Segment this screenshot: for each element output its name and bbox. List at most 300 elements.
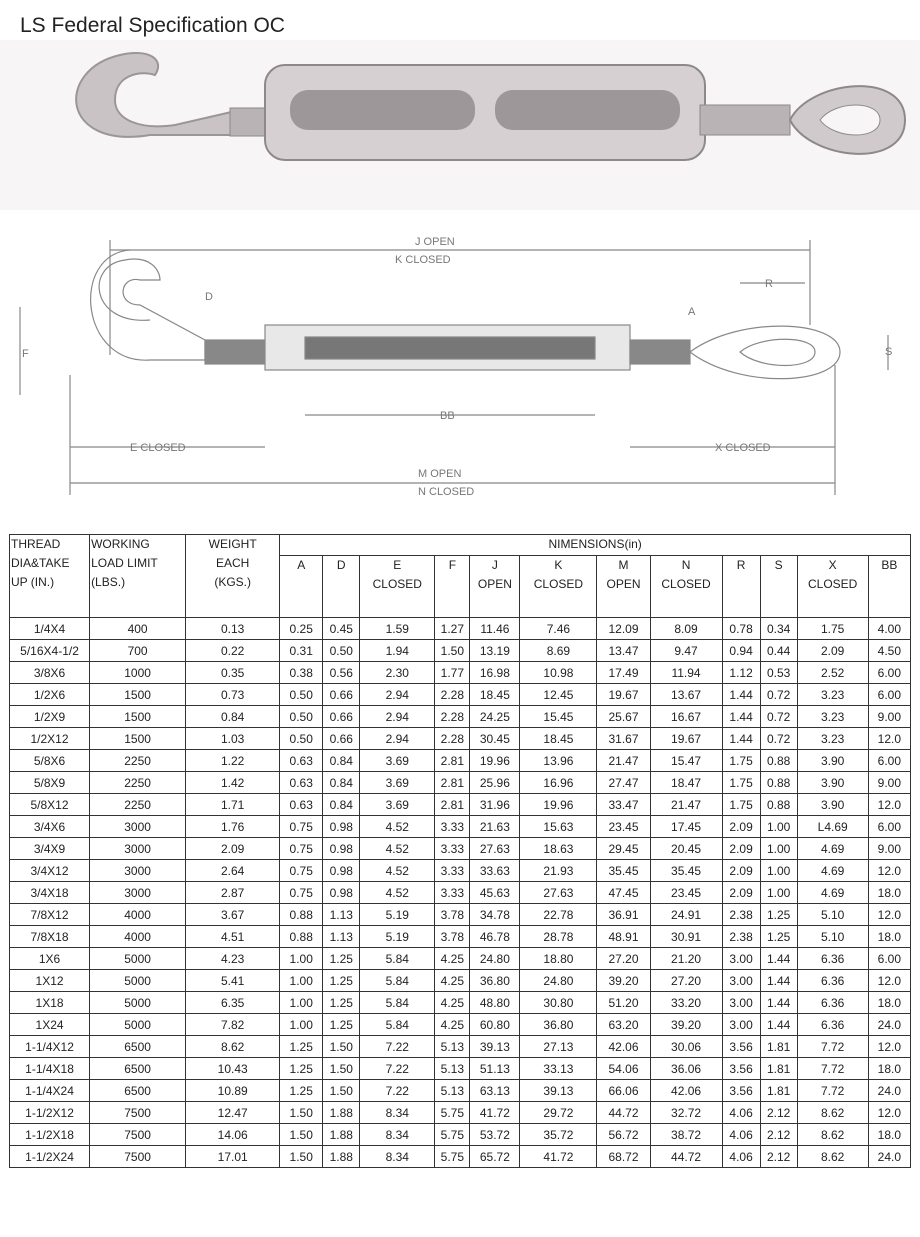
- label-x-closed: X CLOSED: [715, 442, 771, 454]
- table-cell: 1-1/4X24: [10, 1080, 90, 1102]
- table-cell: 36.91: [597, 904, 650, 926]
- header-dim-d: D: [323, 556, 360, 618]
- table-cell: 1-1/4X12: [10, 1036, 90, 1058]
- table-row: [10, 640, 911, 662]
- table-cell: 7.22: [360, 1058, 435, 1080]
- table-cell: 1.75: [722, 772, 760, 794]
- table-cell: 5.84: [360, 992, 435, 1014]
- table-cell: 0.98: [323, 882, 360, 904]
- table-cell: 1.94: [360, 640, 435, 662]
- table-cell: 8.69: [520, 640, 597, 662]
- table-cell: 21.47: [597, 750, 650, 772]
- table-cell: 7500: [90, 1146, 186, 1168]
- table-cell: 1500: [90, 684, 186, 706]
- table-cell: 29.72: [520, 1102, 597, 1124]
- table-cell: 19.96: [470, 750, 520, 772]
- table-row: [10, 706, 911, 728]
- table-cell: 12.0: [868, 794, 910, 816]
- table-cell: 1.25: [760, 904, 797, 926]
- table-cell: 0.53: [760, 662, 797, 684]
- table-row: [10, 816, 911, 838]
- table-cell: 3.69: [360, 750, 435, 772]
- table-cell: 2.09: [722, 838, 760, 860]
- table-cell: 5.13: [435, 1058, 470, 1080]
- table-cell: 7.72: [797, 1080, 868, 1102]
- table-cell: 2.52: [797, 662, 868, 684]
- table-cell: 18.0: [868, 992, 910, 1014]
- table-cell: 51.13: [470, 1058, 520, 1080]
- table-cell: 0.45: [323, 618, 360, 640]
- table-cell: 3000: [90, 838, 186, 860]
- table-cell: 3.33: [435, 838, 470, 860]
- table-cell: 42.06: [597, 1036, 650, 1058]
- table-cell: 4.69: [797, 838, 868, 860]
- table-cell: 18.0: [868, 882, 910, 904]
- table-cell: 9.47: [650, 640, 722, 662]
- table-row: [10, 618, 911, 640]
- table-cell: 0.44: [760, 640, 797, 662]
- table-cell: 0.88: [280, 926, 323, 948]
- table-cell: 12.0: [868, 860, 910, 882]
- table-cell: 19.67: [650, 728, 722, 750]
- table-cell: 8.62: [186, 1036, 280, 1058]
- table-cell: 0.50: [280, 706, 323, 728]
- table-cell: 3.69: [360, 772, 435, 794]
- table-cell: 0.73: [186, 684, 280, 706]
- table-cell: 2.09: [722, 816, 760, 838]
- table-cell: 4.51: [186, 926, 280, 948]
- table-cell: 1.25: [760, 926, 797, 948]
- table-cell: 17.49: [597, 662, 650, 684]
- table-cell: 5.84: [360, 1014, 435, 1036]
- table-cell: 6500: [90, 1080, 186, 1102]
- table-cell: 2.12: [760, 1124, 797, 1146]
- table-cell: 4.52: [360, 838, 435, 860]
- table-cell: 48.91: [597, 926, 650, 948]
- table-cell: 8.62: [797, 1146, 868, 1168]
- table-cell: 1.00: [280, 1014, 323, 1036]
- table-cell: 17.01: [186, 1146, 280, 1168]
- table-cell: 3.00: [722, 992, 760, 1014]
- table-cell: 5/16X4-1/2: [10, 640, 90, 662]
- table-cell: 16.96: [520, 772, 597, 794]
- table-cell: 10.89: [186, 1080, 280, 1102]
- table-cell: 30.91: [650, 926, 722, 948]
- table-row: [10, 750, 911, 772]
- header-dim-s: S: [760, 556, 797, 618]
- label-d: D: [205, 291, 213, 303]
- table-row: [10, 992, 911, 1014]
- table-cell: 1.25: [323, 970, 360, 992]
- table-cell: 3.69: [360, 794, 435, 816]
- table-cell: 12.47: [186, 1102, 280, 1124]
- table-cell: 36.80: [520, 1014, 597, 1036]
- table-row: [10, 1124, 911, 1146]
- dimension-drawing: [0, 225, 920, 510]
- table-cell: 30.45: [470, 728, 520, 750]
- table-cell: 400: [90, 618, 186, 640]
- table-row: [10, 948, 911, 970]
- table-cell: 3.90: [797, 772, 868, 794]
- table-cell: 3/4X6: [10, 816, 90, 838]
- table-cell: 19.96: [520, 794, 597, 816]
- table-cell: 2.09: [722, 860, 760, 882]
- table-cell: 5.13: [435, 1080, 470, 1102]
- table-cell: 3.23: [797, 684, 868, 706]
- table-cell: 21.93: [520, 860, 597, 882]
- label-k-closed: K CLOSED: [395, 254, 451, 266]
- table-cell: 1-1/2X18: [10, 1124, 90, 1146]
- table-cell: 0.88: [280, 904, 323, 926]
- table-cell: 1/2X12: [10, 728, 90, 750]
- table-cell: 5000: [90, 1014, 186, 1036]
- table-cell: 2.12: [760, 1146, 797, 1168]
- table-cell: 4.25: [435, 970, 470, 992]
- table-cell: 39.20: [650, 1014, 722, 1036]
- table-cell: 1.00: [760, 816, 797, 838]
- table-cell: 25.96: [470, 772, 520, 794]
- table-cell: 13.96: [520, 750, 597, 772]
- table-cell: 18.0: [868, 1058, 910, 1080]
- table-cell: 24.80: [470, 948, 520, 970]
- table-cell: 3.90: [797, 794, 868, 816]
- table-cell: 3.00: [722, 948, 760, 970]
- table-cell: 2250: [90, 772, 186, 794]
- table-cell: 12.0: [868, 1102, 910, 1124]
- table-cell: 5.75: [435, 1146, 470, 1168]
- table-cell: 1.25: [280, 1058, 323, 1080]
- table-cell: 3.56: [722, 1080, 760, 1102]
- table-cell: 4.69: [797, 882, 868, 904]
- table-cell: 17.45: [650, 816, 722, 838]
- table-cell: 1.77: [435, 662, 470, 684]
- table-cell: 5000: [90, 970, 186, 992]
- table-cell: 4.06: [722, 1102, 760, 1124]
- table-cell: 1.00: [760, 860, 797, 882]
- table-cell: 1.00: [760, 882, 797, 904]
- table-cell: 15.45: [520, 706, 597, 728]
- table-cell: 42.06: [650, 1080, 722, 1102]
- table-cell: 1.44: [760, 992, 797, 1014]
- table-cell: 12.0: [868, 728, 910, 750]
- table-cell: 41.72: [520, 1146, 597, 1168]
- table-cell: 7.72: [797, 1058, 868, 1080]
- table-cell: 1.44: [722, 706, 760, 728]
- table-cell: 7/8X18: [10, 926, 90, 948]
- table-cell: 35.45: [650, 860, 722, 882]
- table-cell: 16.67: [650, 706, 722, 728]
- table-cell: 0.38: [280, 662, 323, 684]
- table-cell: 0.13: [186, 618, 280, 640]
- table-cell: 1.88: [323, 1124, 360, 1146]
- table-cell: 1.42: [186, 772, 280, 794]
- header-dim-j: J OPEN: [470, 556, 520, 618]
- header-weight: WEIGHT EACH (KGS.): [186, 535, 280, 618]
- table-cell: 23.45: [597, 816, 650, 838]
- table-cell: 2.81: [435, 772, 470, 794]
- table-cell: 3.23: [797, 706, 868, 728]
- table-cell: 2.94: [360, 684, 435, 706]
- table-cell: 4.23: [186, 948, 280, 970]
- table-cell: 5.75: [435, 1102, 470, 1124]
- table-cell: 1500: [90, 706, 186, 728]
- header-dim-k: K CLOSED: [520, 556, 597, 618]
- table-cell: 0.78: [722, 618, 760, 640]
- table-cell: 1000: [90, 662, 186, 684]
- table-cell: 6.00: [868, 816, 910, 838]
- table-row: [10, 860, 911, 882]
- table-cell: 1.00: [280, 992, 323, 1014]
- table-cell: 4000: [90, 926, 186, 948]
- table-cell: 3000: [90, 860, 186, 882]
- table-cell: 27.63: [470, 838, 520, 860]
- table-cell: 24.91: [650, 904, 722, 926]
- table-cell: 2.94: [360, 728, 435, 750]
- table-cell: 1X24: [10, 1014, 90, 1036]
- table-cell: 13.67: [650, 684, 722, 706]
- table-cell: 39.13: [520, 1080, 597, 1102]
- table-cell: 8.34: [360, 1146, 435, 1168]
- table-cell: 3000: [90, 816, 186, 838]
- table-cell: 63.20: [597, 1014, 650, 1036]
- table-cell: 18.80: [520, 948, 597, 970]
- table-cell: 44.72: [597, 1102, 650, 1124]
- table-cell: 7500: [90, 1102, 186, 1124]
- table-cell: 53.72: [470, 1124, 520, 1146]
- table-cell: 18.63: [520, 838, 597, 860]
- table-cell: 0.88: [760, 772, 797, 794]
- table-cell: 21.47: [650, 794, 722, 816]
- header-dim-f: F: [435, 556, 470, 618]
- table-row: [10, 904, 911, 926]
- table-cell: 7.82: [186, 1014, 280, 1036]
- table-cell: 1.44: [760, 970, 797, 992]
- label-bb: BB: [440, 410, 455, 422]
- table-cell: 6.36: [797, 1014, 868, 1036]
- table-cell: 2250: [90, 794, 186, 816]
- table-cell: 0.50: [323, 640, 360, 662]
- table-cell: 0.84: [323, 772, 360, 794]
- table-cell: 27.47: [597, 772, 650, 794]
- table-cell: 0.98: [323, 816, 360, 838]
- table-cell: 2.09: [797, 640, 868, 662]
- table-cell: 3/8X6: [10, 662, 90, 684]
- table-cell: 0.75: [280, 882, 323, 904]
- table-cell: 1.25: [323, 992, 360, 1014]
- table-cell: 0.63: [280, 794, 323, 816]
- table-cell: 2.64: [186, 860, 280, 882]
- table-cell: 9.00: [868, 706, 910, 728]
- table-cell: 65.72: [470, 1146, 520, 1168]
- specification-table: [9, 534, 911, 1168]
- table-cell: 0.84: [323, 794, 360, 816]
- table-cell: 0.72: [760, 728, 797, 750]
- header-dim-r: R: [722, 556, 760, 618]
- table-cell: 1-1/4X18: [10, 1058, 90, 1080]
- table-cell: 24.80: [520, 970, 597, 992]
- table-cell: 18.0: [868, 1124, 910, 1146]
- table-cell: 1-1/2X12: [10, 1102, 90, 1124]
- table-cell: 3/4X18: [10, 882, 90, 904]
- table-cell: 35.45: [597, 860, 650, 882]
- table-cell: 1.27: [435, 618, 470, 640]
- table-cell: 4.52: [360, 882, 435, 904]
- table-cell: 1500: [90, 728, 186, 750]
- table-cell: 15.63: [520, 816, 597, 838]
- table-row: [10, 970, 911, 992]
- table-cell: 11.94: [650, 662, 722, 684]
- table-cell: 1.50: [280, 1124, 323, 1146]
- table-cell: 0.88: [760, 794, 797, 816]
- table-cell: 0.94: [722, 640, 760, 662]
- table-cell: 1.03: [186, 728, 280, 750]
- table-cell: 4000: [90, 904, 186, 926]
- table-cell: 1.13: [323, 904, 360, 926]
- table-cell: 0.98: [323, 838, 360, 860]
- table-cell: 0.66: [323, 684, 360, 706]
- table-cell: 3/4X12: [10, 860, 90, 882]
- table-cell: 6.00: [868, 684, 910, 706]
- table-cell: 12.0: [868, 904, 910, 926]
- table-cell: 41.72: [470, 1102, 520, 1124]
- table-cell: 0.31: [280, 640, 323, 662]
- table-cell: 4.52: [360, 816, 435, 838]
- table-cell: 8.34: [360, 1124, 435, 1146]
- table-cell: 1.44: [722, 684, 760, 706]
- table-cell: 6500: [90, 1058, 186, 1080]
- table-cell: 39.20: [597, 970, 650, 992]
- table-cell: 4.06: [722, 1124, 760, 1146]
- table-cell: 2.28: [435, 706, 470, 728]
- table-cell: 19.67: [597, 684, 650, 706]
- table-cell: 10.98: [520, 662, 597, 684]
- header-dim-m: M OPEN: [597, 556, 650, 618]
- table-cell: 33.20: [650, 992, 722, 1014]
- table-cell: 0.84: [323, 750, 360, 772]
- table-row: [10, 662, 911, 684]
- table-cell: 0.66: [323, 706, 360, 728]
- table-cell: 0.98: [323, 860, 360, 882]
- header-dim-e: E CLOSED: [360, 556, 435, 618]
- table-cell: 11.46: [470, 618, 520, 640]
- table-cell: 5.84: [360, 970, 435, 992]
- table-cell: 4.52: [360, 860, 435, 882]
- table-cell: 2.38: [722, 926, 760, 948]
- table-cell: 3.78: [435, 904, 470, 926]
- table-cell: 1.44: [760, 948, 797, 970]
- table-cell: 1.50: [280, 1146, 323, 1168]
- table-cell: 13.47: [597, 640, 650, 662]
- table-cell: 28.78: [520, 926, 597, 948]
- table-cell: 21.63: [470, 816, 520, 838]
- table-cell: 20.45: [650, 838, 722, 860]
- label-e-closed: E CLOSED: [130, 442, 186, 454]
- table-cell: 1.88: [323, 1102, 360, 1124]
- header-thread: THREAD DIA&TAKE UP (IN.): [10, 535, 90, 618]
- table-cell: 66.06: [597, 1080, 650, 1102]
- table-cell: 3/4X9: [10, 838, 90, 860]
- table-cell: 0.22: [186, 640, 280, 662]
- table-cell: 1.25: [280, 1036, 323, 1058]
- table-cell: 4.69: [797, 860, 868, 882]
- header-dim-n: N CLOSED: [650, 556, 722, 618]
- table-cell: 15.47: [650, 750, 722, 772]
- table-cell: 7.22: [360, 1036, 435, 1058]
- table-cell: 35.72: [520, 1124, 597, 1146]
- turnbuckle-photo: [0, 40, 920, 210]
- table-cell: 3.67: [186, 904, 280, 926]
- table-cell: 5/8X12: [10, 794, 90, 816]
- table-cell: 2.81: [435, 750, 470, 772]
- table-cell: 1X18: [10, 992, 90, 1014]
- table-cell: 44.72: [650, 1146, 722, 1168]
- table-cell: 3000: [90, 882, 186, 904]
- table-cell: 60.80: [470, 1014, 520, 1036]
- table-cell: 2.12: [760, 1102, 797, 1124]
- table-cell: 1.76: [186, 816, 280, 838]
- table-cell: 1.44: [722, 728, 760, 750]
- table-cell: 5.10: [797, 904, 868, 926]
- table-cell: 6.00: [868, 662, 910, 684]
- label-n-closed: N CLOSED: [418, 486, 475, 498]
- table-cell: 36.80: [470, 970, 520, 992]
- table-cell: 1-1/2X24: [10, 1146, 90, 1168]
- table-cell: 27.20: [650, 970, 722, 992]
- table-row: [10, 1080, 911, 1102]
- table-cell: 1.22: [186, 750, 280, 772]
- table-cell: 2.09: [722, 882, 760, 904]
- table-cell: 1.25: [323, 1014, 360, 1036]
- table-row: [10, 838, 911, 860]
- table-cell: 68.72: [597, 1146, 650, 1168]
- table-cell: 24.25: [470, 706, 520, 728]
- label-s: S: [885, 346, 893, 358]
- table-cell: 2.38: [722, 904, 760, 926]
- table-cell: 31.96: [470, 794, 520, 816]
- table-row: [10, 882, 911, 904]
- table-cell: 30.06: [650, 1036, 722, 1058]
- table-cell: 12.45: [520, 684, 597, 706]
- table-cell: 1/2X6: [10, 684, 90, 706]
- table-cell: 10.43: [186, 1058, 280, 1080]
- table-cell: 0.75: [280, 816, 323, 838]
- table-cell: 0.25: [280, 618, 323, 640]
- table-cell: 45.63: [470, 882, 520, 904]
- table-cell: 31.67: [597, 728, 650, 750]
- table-cell: 7.46: [520, 618, 597, 640]
- label-j-open: J OPEN: [415, 236, 455, 248]
- table-cell: 6.35: [186, 992, 280, 1014]
- table-row: [10, 794, 911, 816]
- table-cell: 22.78: [520, 904, 597, 926]
- table-row: [10, 1014, 911, 1036]
- table-row: [10, 684, 911, 706]
- table-cell: 1/4X4: [10, 618, 90, 640]
- table-cell: 3.90: [797, 750, 868, 772]
- table-cell: 2250: [90, 750, 186, 772]
- table-cell: 4.25: [435, 992, 470, 1014]
- table-cell: 1.00: [280, 970, 323, 992]
- table-cell: 5/8X9: [10, 772, 90, 794]
- table-cell: 18.45: [520, 728, 597, 750]
- table-cell: 0.35: [186, 662, 280, 684]
- table-cell: 30.80: [520, 992, 597, 1014]
- table-cell: 3.33: [435, 882, 470, 904]
- table-cell: 1.00: [280, 948, 323, 970]
- table-row: [10, 772, 911, 794]
- table-cell: 18.47: [650, 772, 722, 794]
- table-cell: 16.98: [470, 662, 520, 684]
